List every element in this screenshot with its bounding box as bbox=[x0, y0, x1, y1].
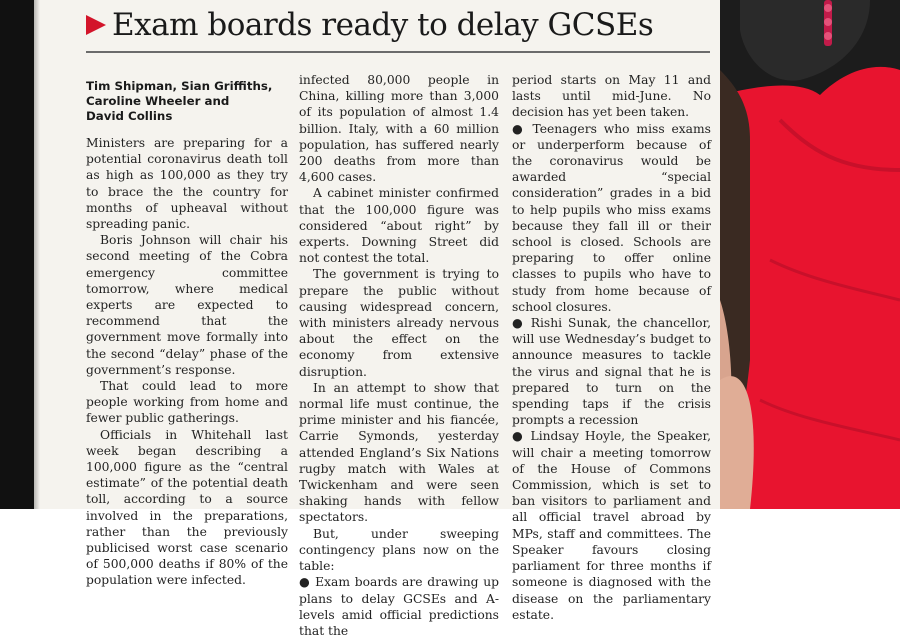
paragraph: period starts on May 11 and lasts until mid-June. No decision has yet been taken. bbox=[512, 73, 711, 120]
dark-margin bbox=[0, 0, 34, 509]
paragraph: Officials in Whitehall last week began describing a 100,000 figure as the “central estimate” of the potential death toll, according to a source involved in the preparations, rather than the previously publicised worst case scenario of 500,000 deaths if 80% of the population were infected. bbox=[86, 427, 288, 588]
byline-line: Tim Shipman, Sian Griffiths, bbox=[86, 79, 273, 93]
page-shadow bbox=[34, 0, 40, 509]
paragraph: In an attempt to show that normal life must continue, the prime minister and his fiancée, Carrie Symonds, yesterday attended England’s Six Nations rugby match with Wales at Twickenham and were seen shaking hands with fellow spectators. bbox=[299, 380, 499, 525]
paragraph: infected 80,000 people in China, killing more than 3,000 of its population of almost 1.4 billion. Italy, with a 60 million population, has suffered nearly 200 deaths from more than 4,600 cases. bbox=[299, 73, 499, 185]
byline bbox=[86, 79, 296, 124]
headline-rule bbox=[86, 51, 710, 53]
paragraph: Boris Johnson will chair his second meeting of the Cobra emergency committee tomorrow, where medical experts are expected to recommend that the government move formally into the second “delay” phase of the government’s response. bbox=[86, 233, 288, 377]
headline-row bbox=[86, 4, 653, 46]
photo-illustration bbox=[720, 0, 900, 509]
photo-woman-in-red bbox=[720, 0, 900, 509]
bullet-paragraph: ● Lindsay Hoyle, the Speaker, will chair a meeting tomorrow of the House of Commons Commission, which is set to ban visitors to parliament and all official travel abroad by MPs, staff and committees. The Speaker favours closing parliament for three months if someone is diagnosed with the disease on the parliamentary estate. bbox=[512, 429, 711, 622]
bullet-paragraph: ● Teenagers who miss exams or underperform because of the coronavirus would be awarded “special consideration” grades in a bid to help pupils who miss exams because they fall ill or their school is closed. Schools are preparing to offer online classes to pupils who have to study from home because of school closures. bbox=[512, 121, 711, 314]
paragraph: The government is trying to prepare the public without causing widespread concern, with ministers already nervous about the effect on the economy from extensive disruption. bbox=[299, 267, 499, 379]
bullet-paragraph: ● Exam boards are drawing up plans to delay GCSEs and A-levels amid official predictions that the bbox=[299, 575, 499, 638]
byline-line: David Collins bbox=[86, 109, 173, 123]
headline: Exam boards ready to delay GCSEs bbox=[112, 7, 654, 43]
column-2 bbox=[299, 72, 499, 639]
byline-line: Caroline Wheeler and bbox=[86, 94, 230, 108]
column-1-body bbox=[86, 135, 288, 589]
column-3 bbox=[512, 72, 711, 623]
paragraph: A cabinet minister confirmed that the 100,000 figure was considered “about right” by experts. Downing Street did not contest the total. bbox=[299, 186, 499, 266]
paragraph: Ministers are preparing for a potential coronavirus death toll as high as 100,000 as they try to brace the the country for months of upheaval without spreading panic. bbox=[86, 136, 288, 232]
bullet-paragraph: ● Rishi Sunak, the chancellor, will use Wednesday’s budget to announce measures to tackle the virus and signal that he is prepared to turn on the spending taps if the crisis prompts a recession bbox=[512, 316, 711, 428]
red-triangle-icon bbox=[86, 15, 106, 35]
paragraph: But, under sweeping contingency plans now on the table: bbox=[299, 526, 499, 574]
paragraph: That could lead to more people working from home and fewer public gatherings. bbox=[86, 379, 288, 426]
